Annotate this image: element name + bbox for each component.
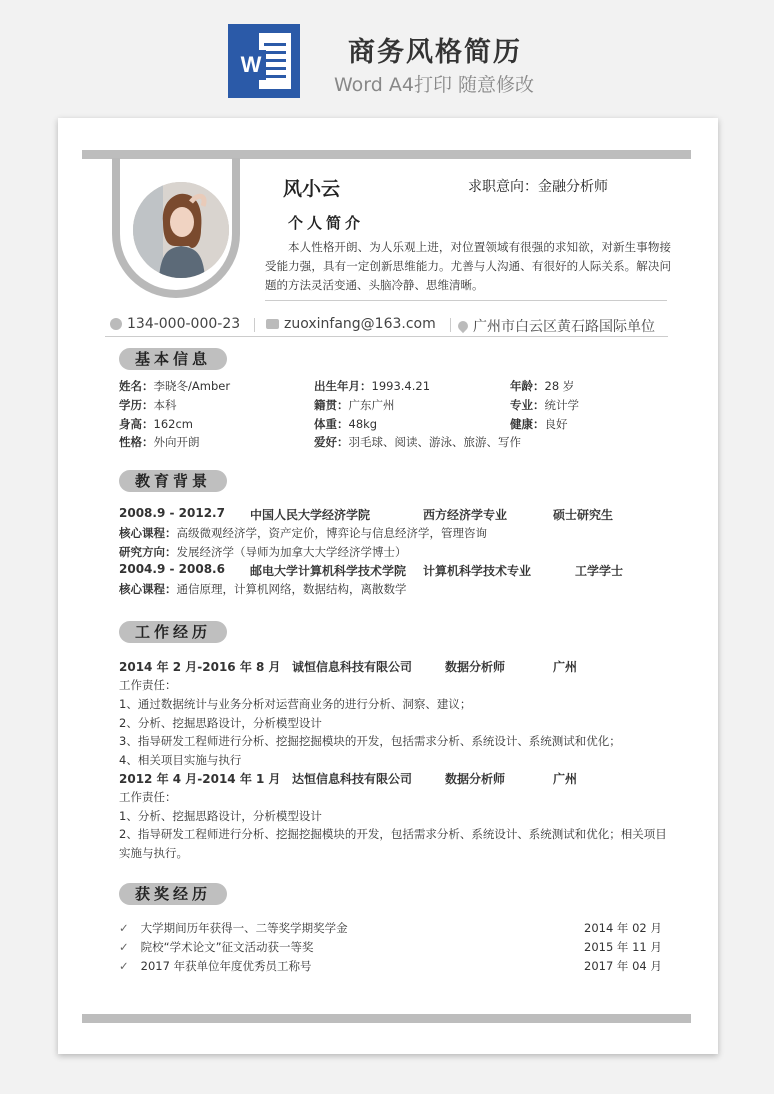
field-health: 健康：良好 bbox=[510, 417, 568, 431]
work-duty: 实施与执行。 bbox=[119, 846, 188, 860]
work-company: 诚恒信息科技有限公司 bbox=[292, 660, 413, 674]
work-position: 数据分析师 bbox=[445, 660, 506, 674]
divider bbox=[105, 336, 668, 337]
work-city: 广州 bbox=[553, 772, 578, 786]
word-icon: W bbox=[228, 24, 300, 98]
field-birth: 出生年月：1993.4.21 bbox=[314, 379, 431, 393]
work-duty-label: 工作责任： bbox=[119, 678, 177, 692]
intro-text: 本人性格开朗、为人乐观上进，对位置领域有很强的求知欲，对新生事物接受能力强，具有一定创新思维能力。尤善与人沟通、有很好的人际关系。解决问题的方法灵活变通、头脑冷静、思维清晰。 bbox=[265, 240, 671, 292]
check-icon: ✓ bbox=[119, 921, 129, 935]
field-height: 身高：162cm bbox=[119, 417, 193, 431]
edu-courses: 核心课程：高级微观经济学，资产定价，博弈论与信息经济学，管理咨询 bbox=[119, 526, 487, 540]
banner-title: 商务风格简历 bbox=[348, 37, 522, 68]
job-intent: 求职意向：金融分析师 bbox=[468, 179, 608, 195]
intro-heading: 个人简介 bbox=[288, 214, 365, 232]
email-text: zuoxinfang@163.com bbox=[284, 316, 436, 332]
divider bbox=[265, 300, 667, 301]
work-duty: 3、指导研发工程师进行分析、挖掘挖掘模块的开发，包括需求分析、系统设计、系统测试和优化； bbox=[119, 734, 621, 748]
field-personality: 性格：外向开朗 bbox=[119, 435, 200, 449]
mail-icon bbox=[266, 319, 279, 329]
section-work-heading: 工作经历 bbox=[119, 621, 227, 643]
field-major: 专业：统计学 bbox=[510, 398, 579, 412]
banner-subtitle: Word A4打印 随意修改 bbox=[333, 74, 534, 96]
edu-major: 计算机科学技术专业 bbox=[423, 564, 532, 578]
work-duty-label: 工作责任： bbox=[119, 790, 177, 804]
work-period: 2014 年 2 月-2016 年 8 月 bbox=[119, 660, 281, 674]
banner bbox=[0, 0, 774, 118]
edu-degree: 工学学士 bbox=[575, 564, 624, 578]
edu-courses: 核心课程：通信原理，计算机网络，数据结构，离散数学 bbox=[119, 582, 407, 596]
phone-text: 134-000-000-23 bbox=[127, 316, 241, 332]
edu-major: 西方经济学专业 bbox=[423, 508, 508, 522]
bottom-band bbox=[82, 1014, 691, 1023]
check-icon: ✓ bbox=[119, 959, 129, 973]
check-icon: ✓ bbox=[119, 940, 129, 954]
award-date: 2015 年 11 月 bbox=[584, 940, 662, 954]
candidate-name: 风小云 bbox=[283, 178, 341, 200]
field-origin: 籍贯：广东广州 bbox=[314, 398, 395, 412]
work-position: 数据分析师 bbox=[445, 772, 506, 786]
phone-icon bbox=[110, 318, 122, 330]
field-education: 学历：本科 bbox=[119, 398, 177, 412]
field-weight: 体重：48kg bbox=[314, 417, 378, 431]
field-hobby: 爱好：羽毛球、阅读、游泳、旅游、写作 bbox=[314, 435, 521, 449]
phone-contact bbox=[110, 316, 240, 332]
edu-school: 邮电大学计算机科学技术学院 bbox=[250, 564, 407, 578]
divider bbox=[450, 318, 451, 332]
work-period: 2012 年 4 月-2014 年 1 月 bbox=[119, 772, 281, 786]
award-date: 2017 年 04 月 bbox=[584, 959, 662, 973]
field-name: 姓名：李晓冬/Amber bbox=[119, 379, 231, 393]
award-date: 2014 年 02 月 bbox=[584, 921, 662, 935]
avatar bbox=[133, 182, 229, 278]
section-education-heading: 教育背景 bbox=[119, 470, 227, 492]
section-awards-heading: 获奖经历 bbox=[119, 883, 227, 905]
award-item: ✓ 2017 年获单位年度优秀员工称号 bbox=[119, 959, 312, 973]
divider bbox=[254, 318, 255, 332]
edu-school: 中国人民大学经济学院 bbox=[250, 508, 371, 522]
address-text: 广州市白云区黄石路国际单位 bbox=[473, 319, 655, 335]
section-basic-info-heading: 基本信息 bbox=[119, 348, 227, 370]
work-duty: 4、相关项目实施与执行 bbox=[119, 753, 242, 767]
location-pin-icon bbox=[456, 319, 470, 333]
email-contact bbox=[266, 316, 436, 332]
edu-research: 研究方向：发展经济学（导师为加拿大大学经济学博士） bbox=[119, 545, 407, 559]
address-contact bbox=[458, 316, 655, 336]
work-duty: 1、通过数据统计与业务分析对运营商业务的进行分析、洞察、建议； bbox=[119, 697, 472, 711]
work-city: 广州 bbox=[553, 660, 578, 674]
work-duty: 2、分析、挖掘思路设计，分析模型设计 bbox=[119, 716, 322, 730]
edu-degree: 硕士研究生 bbox=[553, 508, 614, 522]
award-item: ✓ 院校“学术论文”征文活动获一等奖 bbox=[119, 940, 314, 954]
award-item: ✓ 大学期间历年获得一、二等奖学期奖学金 bbox=[119, 921, 348, 935]
work-duty: 2、指导研发工程师进行分析、挖掘挖掘模块的开发，包括需求分析、系统设计、系统测试和优化；相关项目 bbox=[119, 827, 667, 841]
edu-period: 2008.9 - 2012.7 bbox=[119, 506, 225, 520]
resume-page bbox=[58, 118, 718, 1054]
field-age: 年龄：28 岁 bbox=[510, 379, 575, 393]
work-company: 达恒信息科技有限公司 bbox=[292, 772, 413, 786]
work-duty: 1、分析、挖掘思路设计，分析模型设计 bbox=[119, 809, 322, 823]
edu-period: 2004.9 - 2008.6 bbox=[119, 562, 225, 576]
